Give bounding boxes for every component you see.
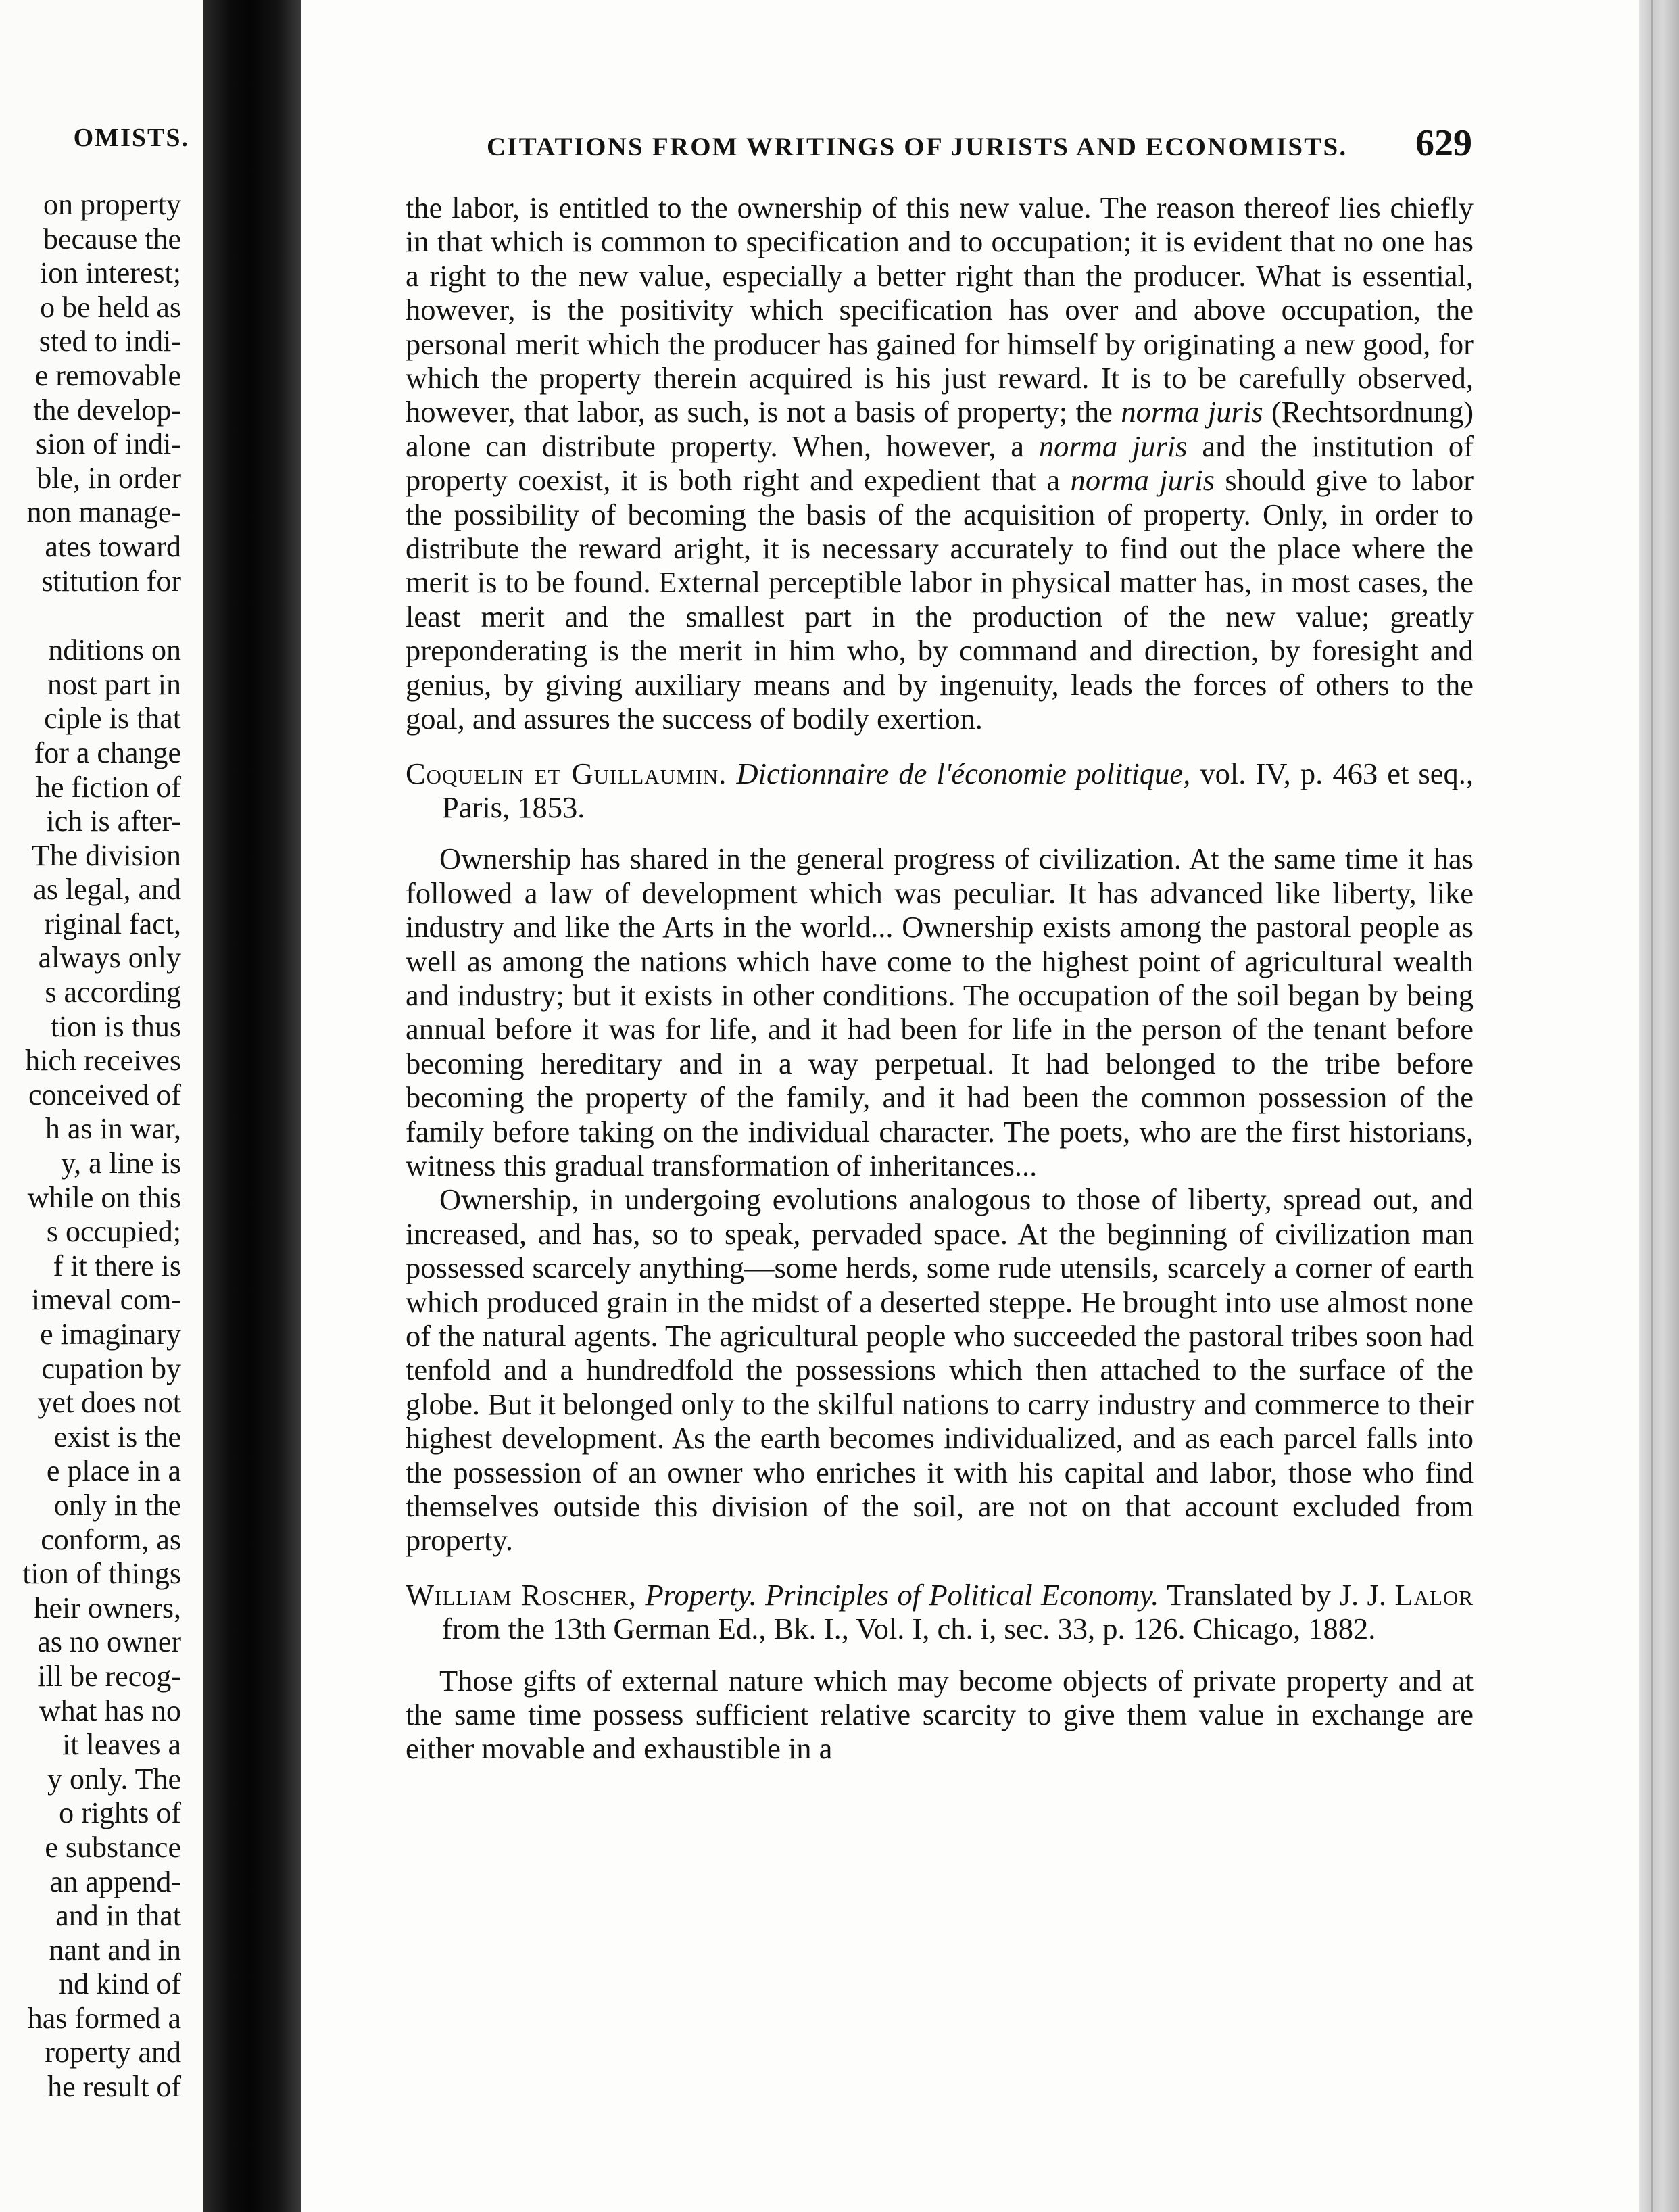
left-page-text-column — [0, 188, 181, 2105]
left-page-line: riginal fact, — [44, 907, 181, 940]
left-page-line: because the — [43, 222, 181, 256]
left-page-line: has formed a — [27, 2001, 181, 2035]
left-page-line: sted to indi- — [39, 324, 181, 358]
main-text-column — [406, 191, 1474, 1766]
left-page-line: tion of things — [22, 1557, 181, 1591]
left-page-line: as legal, and — [33, 873, 181, 907]
left-facing-page — [0, 0, 203, 2212]
left-page-line: The division — [31, 838, 181, 872]
left-page-line: and in that — [55, 1899, 181, 1933]
paragraph-ownership-evolution: Ownership, in undergoing evolutions analogous to those of liberty, spread out, and increased, and has, so to speak, pervaded space. At the beginning of civilization man possessed scarcely anything—some herds, some rude utensils, scarcely a corner of earth which produced grain in the midst of a deserted steppe. He brought into use almost none of the natural agents. The agricultural people who succeeded the pastoral tribes soon had tenfold and a hundredfold the possessions which then attached to the surface of the globe. But it belonged only to the skilful nations to carry industry and commerce to their highest development. As the earth becomes individualized, and as each parcel falls into the possession of an owner who enriches it with his capital and labor, those who find themselves outside this division of the soil, are not on that account excluded from property. — [406, 1182, 1474, 1558]
paragraph-gifts-of-nature: Those gifts of external nature which may become objects of private property and at the same time possess sufficient relative scarcity to give them value in exchange are either movable and exhaustible in a — [406, 1663, 1474, 1766]
left-page-line: y, a line is — [61, 1147, 181, 1180]
latin-term: norma juris — [1121, 395, 1263, 429]
running-head — [487, 122, 1472, 165]
left-page-line: only in the — [53, 1488, 181, 1522]
left-page-line: o rights of — [59, 1796, 181, 1830]
left-running-head: OMISTS. — [73, 124, 189, 152]
citation-author: Coquelin et Guillaumin. — [406, 756, 727, 790]
left-page-line: e removable — [34, 358, 181, 392]
left-page-line: heir owners, — [34, 1591, 181, 1625]
left-page-line: always only — [38, 941, 181, 975]
left-page-line: stitution for — [41, 564, 181, 598]
left-page-line: yet does not — [37, 1386, 181, 1420]
citation-work-title: Property. Principles of Political Economy. — [645, 1577, 1159, 1612]
left-page-line: cupation by — [41, 1351, 181, 1385]
left-page-line: f it there is — [53, 1249, 181, 1282]
left-page-line: ich is after- — [46, 804, 181, 838]
left-page-line: e substance — [45, 1830, 181, 1864]
paragraph-ownership-progress: Ownership has shared in the general progress of civilization. At the same time it has followed a law of development which was peculiar. It has advanced like liberty, like industry and like the Arts in the world... Ownership exists among the pastoral people as well as among the nations which have come to the highest point of agricultural wealth and industry; but it exists in other conditions. The occupation of the soil began by being annual before it was for life, and it had been for life in the person of the tenant before becoming hereditary and in a way perpetual. It had belonged to the tribe before becoming the property of the family, and it had been the common possession of the family before taking on the individual character. The poets, who are the first historians, witness this gradual transformation of inheritances... — [406, 842, 1474, 1182]
left-page-line: e place in a — [46, 1454, 181, 1488]
left-page-line: nd kind of — [59, 1967, 181, 2001]
page-number: 629 — [1415, 122, 1472, 164]
left-page-line: nant and in — [49, 1933, 181, 1967]
left-page-line: as no owner — [37, 1625, 181, 1659]
left-page-line: sion of indi- — [35, 427, 181, 461]
left-page-line: on property — [43, 188, 181, 221]
left-page-line: non manage- — [26, 496, 181, 529]
left-page-line: for a change — [34, 736, 181, 769]
left-page-line: ill be recog- — [37, 1659, 181, 1693]
citation-details: Translated by J. J. — [1167, 1577, 1387, 1612]
left-page-line: y only. The — [47, 1762, 181, 1796]
left-page-line: what has no — [39, 1693, 181, 1727]
citation-author: William Roscher, — [406, 1577, 637, 1612]
latin-term: norma juris — [1038, 429, 1188, 463]
latin-term: norma juris — [1070, 463, 1215, 498]
left-page-line: exist is the — [53, 1420, 181, 1453]
left-page-line: conceived of — [28, 1078, 181, 1111]
left-page-line: conform, as — [41, 1522, 181, 1556]
left-page-line: ates toward — [45, 529, 181, 563]
paragraph-gap — [0, 598, 181, 633]
left-page-line: the develop- — [33, 393, 181, 427]
left-page-line: s occupied; — [46, 1215, 181, 1249]
left-page-line: h as in war, — [45, 1112, 181, 1146]
left-page-line: an append- — [49, 1865, 181, 1898]
translator-name: Lalor — [1394, 1577, 1474, 1612]
left-page-line: nost part in — [47, 667, 181, 701]
left-page-line: hich receives — [25, 1044, 181, 1078]
left-page-line: e imaginary — [40, 1318, 181, 1351]
citation-work-title: Dictionnaire de l'économie politique, — [736, 756, 1191, 790]
page-edge — [1639, 0, 1679, 2212]
paragraph-labor-ownership: the labor, is entitled to the ownership of this new value. The reason thereof lies chiefly in that which is common to specification and to occupation; it is evident that no one has a right to the new value, especially a better right than the producer. What is essential, however, is the positivity which specification has over and above occupation, the personal merit which the producer has gained for himself by originating a new good, for which the property therein acquired is his just reward. It is to be carefully observed, however, that labor, as such, is not a basis of property; the norma juris (Rechtsordnung) alone can distribute property. When, however, a norma juris and the institution of property coexist, it is both right and expedient that a norma juris should give to labor the possibility of becoming the basis of the acquisition of property. Only, in order to distribute the reward aright, it is necessary accurately to find out the place where the merit is to be found. External perceptible labor in physical matter has, in most cases, the least merit and the smallest part in the production of the new value; greatly preponderating is the merit in him who, by command and direction, by foresight and genius, by giving auxiliary means and by ingenuity, leads the forces of others to the goal, and assures the success of bodily exertion. — [406, 191, 1474, 736]
left-page-line: s according — [45, 976, 181, 1009]
left-page-line: roperty and — [45, 2036, 181, 2069]
running-head-title: CITATIONS FROM WRITINGS OF JURISTS AND ECONOMISTS. — [487, 133, 1348, 162]
left-page-line: imeval com- — [31, 1283, 181, 1317]
citation-details: from the 13th German Ed., Bk. I., Vol. I, ch. i, sec. 33, p. 126. Chicago, 1882. — [442, 1612, 1376, 1646]
left-page-line: tion is thus — [50, 1009, 181, 1043]
citation-roscher — [406, 1578, 1474, 1646]
left-page-line: it leaves a — [62, 1728, 181, 1762]
left-page-line: he result of — [47, 2070, 181, 2104]
left-page-line: ciple is that — [44, 702, 181, 736]
left-page-line: ion interest; — [40, 256, 181, 290]
left-page-line: he fiction of — [35, 770, 181, 804]
left-page-line: ble, in order — [36, 461, 181, 495]
left-page-line: while on this — [27, 1180, 181, 1214]
left-page-line: o be held as — [40, 290, 181, 324]
left-page-line: nditions on — [48, 633, 181, 667]
citation-details: vol. IV, p. 463 et seq., Paris, 1853. — [442, 756, 1474, 824]
book-gutter — [203, 0, 301, 2212]
citation-coquelin — [406, 756, 1474, 825]
